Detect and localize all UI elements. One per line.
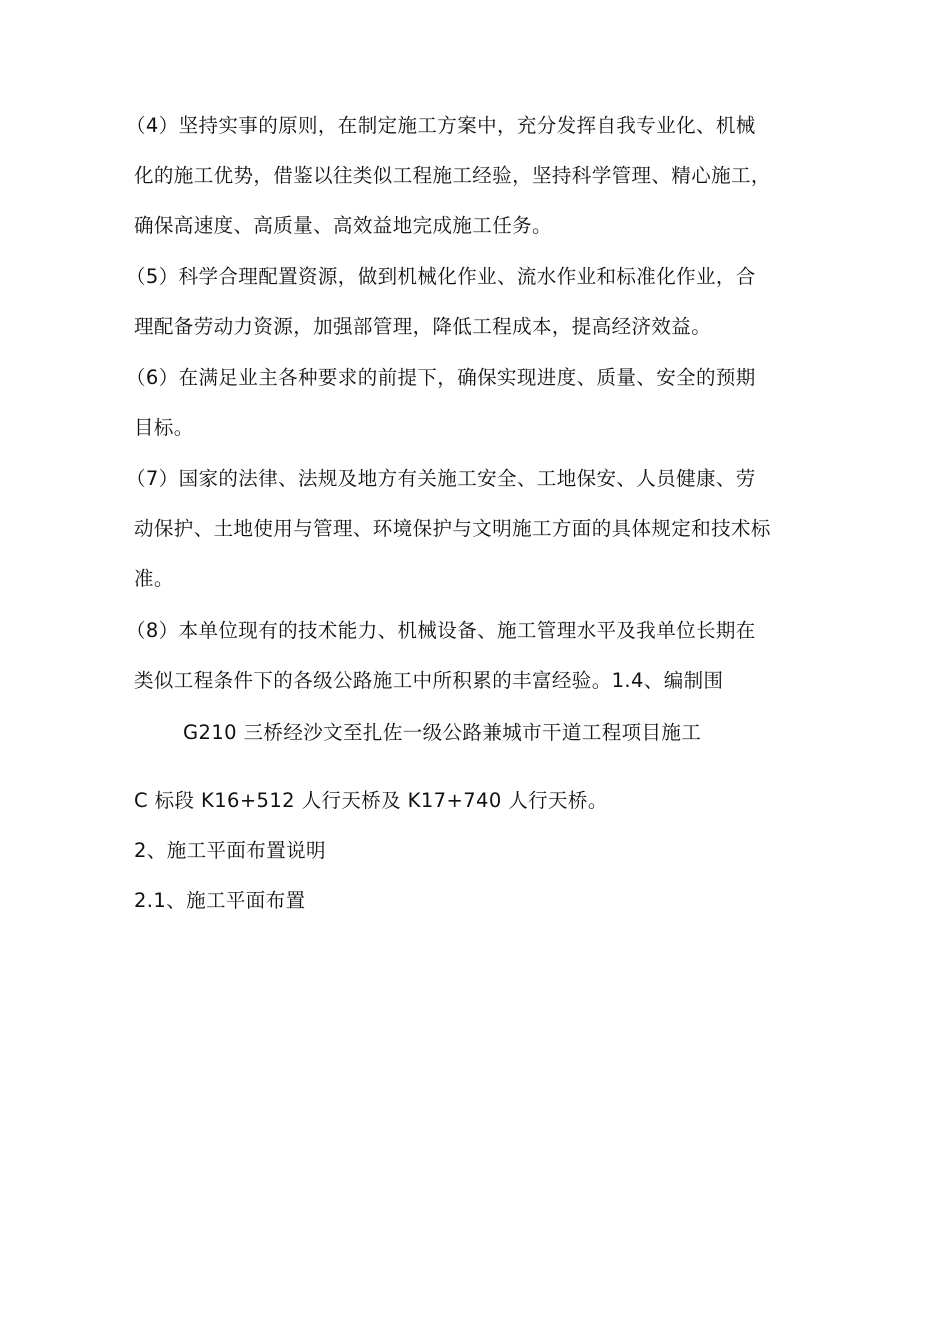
paragraph-5-line-1: （5）科学合理配置资源，做到机械化作业、流水作业和标准化作业，合: [126, 265, 756, 288]
project-name-line-2: C 标段 K16+512 人行天桥及 K17+740 人行天桥。: [134, 789, 608, 812]
paragraph-8-line-1: （8）本单位现有的技术能力、机械设备、施工管理水平及我单位长期在: [126, 619, 756, 642]
section-2-heading: 2、施工平面布置说明: [134, 839, 326, 862]
paragraph-6-line-1: （6）在满足业主各种要求的前提下，确保实现进度、质量、安全的预期: [126, 366, 756, 389]
paragraph-7-line-2: 动保护、土地使用与管理、环境保护与文明施工方面的具体规定和技术标: [134, 517, 771, 540]
paragraph-8-line-2: 类似工程条件下的各级公路施工中所积累的丰富经验。1.4、编制围: [134, 669, 724, 692]
paragraph-4-line-3: 确保高速度、高质量、高效益地完成施工任务。: [134, 214, 552, 237]
paragraph-4-line-1: （4）坚持实事的原则，在制定施工方案中，充分发挥自我专业化、机械: [126, 114, 756, 137]
paragraph-5-line-2: 理配备劳动力资源，加强部管理，降低工程成本，提高经济效益。: [134, 315, 712, 338]
paragraph-7-line-1: （7）国家的法律、法规及地方有关施工安全、工地保安、人员健康、劳: [126, 467, 756, 490]
section-2-1-heading: 2.1、施工平面布置: [134, 889, 306, 912]
project-name-line-1: G210 三桥经沙文至扎佐一级公路兼城市干道工程项目施工: [183, 721, 702, 744]
paragraph-4-line-2: 化的施工优势，借鉴以往类似工程施工经验，坚持科学管理、精心施工，: [134, 164, 771, 187]
paragraph-6-line-2: 目标。: [134, 416, 194, 439]
paragraph-7-line-3: 准。: [134, 567, 174, 590]
